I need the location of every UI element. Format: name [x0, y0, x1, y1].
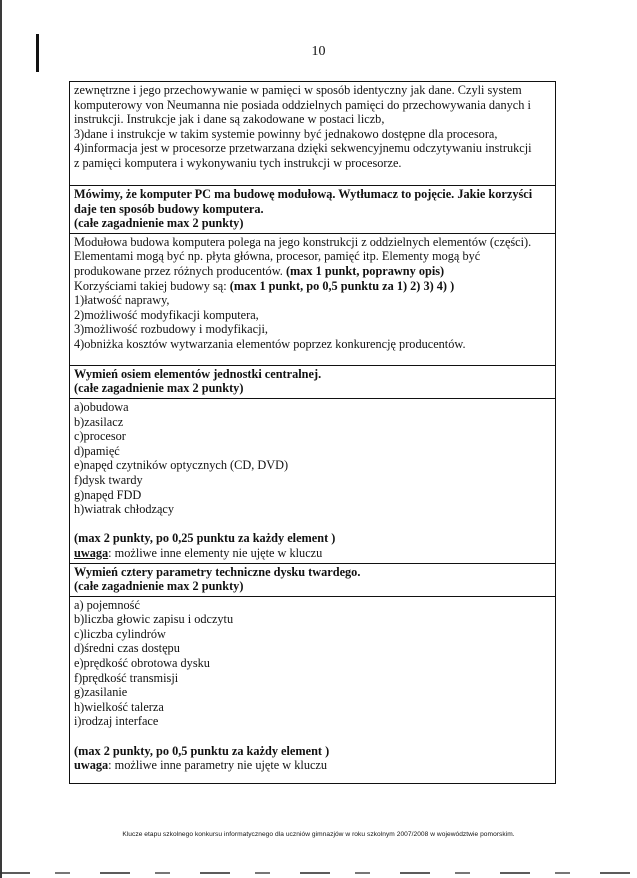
scoring-note: (max 2 punkty, po 0,25 punktu za każdy element ): [74, 531, 336, 546]
list-item: 2)możliwość modyfikacji komputera,: [74, 307, 259, 322]
remark: [74, 758, 551, 773]
list-item: h)wielkość talerza: [74, 699, 164, 714]
question-row: [70, 563, 556, 596]
scoring-note: (max 1 punkt, poprawny opis): [285, 263, 445, 278]
list-item: g)zasilanie: [74, 685, 128, 700]
page-footer: Klucze etapu szkolnego konkursu informatycznego dla uczniów gimnazjów w roku szkolnym 2007/2008 w województwie pomorskim.: [122, 831, 515, 838]
question-row: [70, 186, 556, 234]
text-line: instrukcji. Instrukcje jak i dane są zakodowane w postaci liczb,: [74, 112, 385, 127]
answer-cell: [70, 398, 556, 563]
answer-text-normal: Korzyściami takiej budowy są:: [74, 278, 230, 293]
answer-row: [70, 596, 556, 783]
continuation-cell: [70, 82, 556, 186]
list-item: e)napęd czytników optycznych (CD, DVD): [74, 458, 289, 473]
question-row: [70, 365, 556, 398]
remark: [74, 546, 551, 561]
list-item: c)procesor: [74, 429, 126, 444]
answer-text: Elementami mogą być np. płyta główna, procesor, pamięć itp. Elementy mogą być: [74, 249, 481, 264]
remark-text: : możliwe inne elementy nie ujęte w kluczu: [108, 545, 323, 560]
scoring-note: (max 2 punkty, po 0,5 punktu za każdy element ): [74, 743, 330, 758]
list-item: a)obudowa: [74, 399, 129, 414]
answer-text: Modułowa budowa komputera polega na jego konstrukcji z oddzielnych elementów (części).: [74, 234, 532, 249]
list-item: 1)łatwość naprawy,: [74, 293, 170, 308]
spacer: [74, 517, 551, 532]
remark-text: : możliwe inne parametry nie ujęte w kluczu: [108, 758, 328, 773]
list-item: g)napęd FDD: [74, 487, 142, 502]
list-item: 4)obniżka kosztów wytwarzania elementów poprzez konkurencję producentów.: [74, 336, 466, 351]
question-title: [70, 365, 556, 398]
remark-label: uwaga: [74, 545, 109, 560]
answer-text: [74, 264, 551, 279]
question-title: [70, 186, 556, 234]
answer-row: [70, 233, 556, 365]
answer-row: [70, 398, 556, 563]
page-number: 10: [311, 44, 326, 59]
answer-cell: [70, 233, 556, 365]
list-item: f)prędkość transmisji: [74, 670, 179, 685]
text-line: komputerowy von Neumanna nie posiada oddzielnych pamięci do przechowywania danych i: [74, 97, 531, 112]
list-item: d)średni czas dostępu: [74, 641, 180, 656]
list-item: f)dysk twardy: [74, 472, 143, 487]
text-line: z pamięci komputera i wykonywaniu tych instrukcji w procesorze.: [74, 155, 402, 170]
list-item: d)pamięć: [74, 443, 120, 458]
list-item: 3)możliwość rozbudowy i modyfikacji,: [74, 322, 268, 337]
list-item: i)rodzaj interface: [74, 714, 159, 729]
question-points: (całe zagadnienie max 2 punkty): [74, 579, 244, 594]
continuation-row: [70, 82, 556, 186]
answer-text: [74, 279, 551, 294]
question-text: Wymień osiem elementów jednostki centralnej.: [74, 366, 322, 381]
list-item: h)wiatrak chłodzący: [74, 502, 175, 517]
spacer: [74, 729, 551, 744]
question-text: Mówimy, że komputer PC ma budowę modułową. Wytłumacz to pojęcie. Jakie korzyści: [74, 187, 533, 201]
scoring-note: (max 1 punkt, po 0,5 punktu za 1) 2) 3) 4) ): [229, 278, 455, 293]
remark-label: uwaga: [74, 758, 109, 773]
list-item: b)zasilacz: [74, 414, 124, 429]
text-line: 4)informacja jest w procesorze przetwarzana dzięki sekwencyjnemu odczytywaniu instrukcji: [74, 141, 532, 156]
list-item: b)liczba głowic zapisu i odczytu: [74, 612, 234, 627]
answer-key-table: [69, 81, 556, 784]
answer-text-normal: produkowane przez różnych producentów.: [74, 263, 286, 278]
list-item: e)prędkość obrotowa dysku: [74, 656, 210, 671]
scan-artifact-line: [0, 872, 637, 874]
question-text: Wymień cztery parametry techniczne dysku twardego.: [74, 564, 361, 579]
scan-edge: [0, 0, 2, 878]
text-line: 3)dane i instrukcje w takim systemie powinny być jednakowo dostępne dla procesora,: [74, 126, 498, 141]
answer-cell: [70, 596, 556, 783]
question-points: (całe zagadnienie max 2 punkty): [74, 216, 244, 231]
question-points: (całe zagadnienie max 2 punkty): [74, 381, 244, 396]
question-text: daje ten sposób budowy komputera.: [74, 201, 264, 216]
text-line: zewnętrzne i jego przechowywanie w pamięci w sposób identyczny jak dane. Czyli system: [74, 83, 522, 97]
question-title: [70, 563, 556, 596]
list-item: a) pojemność: [74, 597, 140, 612]
list-item: c)liczba cylindrów: [74, 626, 166, 641]
